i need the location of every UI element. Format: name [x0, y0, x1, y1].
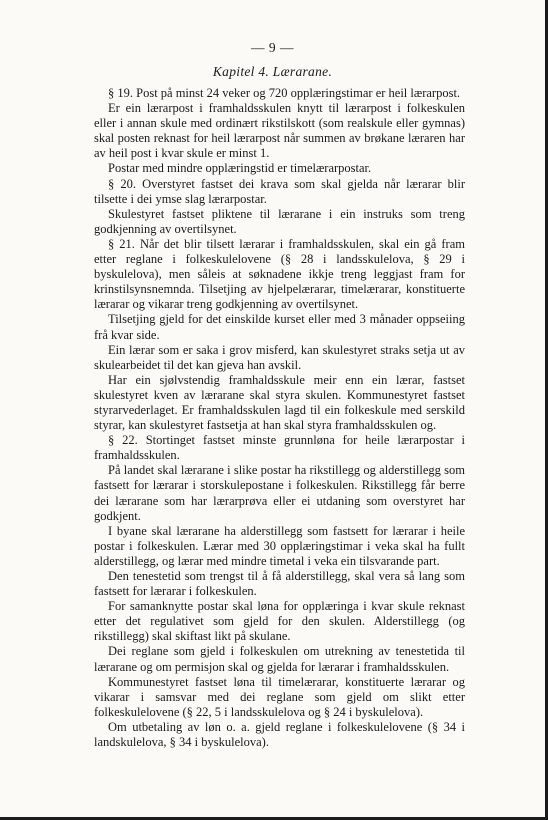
paragraph: Kommunestyret fastset løna til timelærarar, konstituerte lærarar og vikarar i samsvar med dei reglane som gjeld om slikt etter folkeskulelovene (§ 22, 5 i landsskulelova og § 24 i byskulelova). [94, 674, 465, 719]
body-text [94, 86, 465, 750]
paragraph: Postar med mindre opplæringstid er timelærarpostar. [108, 161, 372, 176]
paragraph: Har ein sjølvstendig framhaldsskule meir enn ein lærar, fastset skulestyret kven av lærarane skal styra skulen. Kommunestyret fastset styrarvederlaget. Er framhaldsskulen lagd til ein folkeskule med serskild styrar, kan skulestyret fastsetja at han skal styra framhaldsskulen og. [94, 372, 465, 433]
paragraph-section-20: § 20. Overstyret fastset dei krava som skal gjelda når lærarar blir tilsette i dei ymse slag lærarpostar. [94, 176, 465, 206]
paragraph: For samanknytte postar skal løna for opplæringa i kvar skule reknast etter det regulativet som gjeld for den skulen. Alderstillegg (og rikstillegg) skal skiftast likt på skulane. [94, 599, 465, 644]
page-number: — 9 — [251, 40, 294, 55]
paragraph: Er ein lærarpost i framhaldsskulen knytt til lærarpost i folkeskulen eller i annan skule med ordinært rikstilskott (som realskule eller gymnas) skal posten reknast for heil lærarpost når summen av brøkane læraren har av heil post i kvar skule er minst 1. [94, 101, 465, 161]
paragraph: Ein lærar som er saka i grov misferd, kan skulestyret straks setja ut av skulearbeidet til det kan gjeva han avskil. [94, 342, 465, 372]
paragraph: På landet skal lærarane i slike postar ha rikstillegg og alderstillegg som fastsett for lærarar i storskulepostane i folkeskulen. Rikstillegg får berre dei lærarane som har lærarprøva eller ei utdaning som overstyret har godkjent. [94, 463, 465, 523]
paragraph: Den tenestetid som trengst til å få alderstillegg, skal vera så lang som fastsett for lærarar i folkeskulen. [94, 569, 465, 599]
paragraph: Om utbetaling av løn o. a. gjeld reglane i folkeskulelovene (§ 34 i landskulelova, § 34 i byskulelova). [94, 719, 465, 750]
paragraph-section-22: § 22. Stortinget fastset minste grunnløna for heile lærarpostar i framhaldsskulen. [94, 433, 465, 463]
paragraph-section-19: § 19. Post på minst 24 veker og 720 opplæringstimar er heil lærarpost. [108, 86, 461, 100]
chapter-heading: Kapitel 4. Lærarane. [212, 64, 333, 79]
paragraph: I byane skal lærarane ha alderstillegg som fastsett for lærarar i heile postar i folkeskulen. Lærar med 30 opplæringstimar i veka skal ha fullt alderstillegg, og lærar med mindre timetal i veka ein tilsvarande part. [94, 523, 465, 568]
paragraph: Dei reglane som gjeld i folkeskulen om utrekning av tenestetida til lærarane og om permisjon skal og gjelda for lærarar i framhaldsskulen. [94, 644, 465, 674]
paragraph: Skulestyret fastset pliktene til lærarane i ein instruks som treng godkjenning av overtilsynet. [94, 206, 465, 236]
paragraph-section-21: § 21. Når det blir tilsett lærarar i framhaldsskulen, skal ein gå fram etter reglane i folkeskulelovene (§ 28 i landsskulelova, § 29 i byskulelova), men såleis at søknadene ikkje treng leggjast fram for krinstilsynsnemnda. Tilsetjing av hjelpelærarar, timelærarar, konstituerte lærarar og vikarar treng godkjenning av overtilsynet. [94, 236, 465, 312]
paragraph: Tilsetjing gjeld for det einskilde kurset eller med 3 månader oppseiing frå kvar side. [94, 312, 465, 342]
